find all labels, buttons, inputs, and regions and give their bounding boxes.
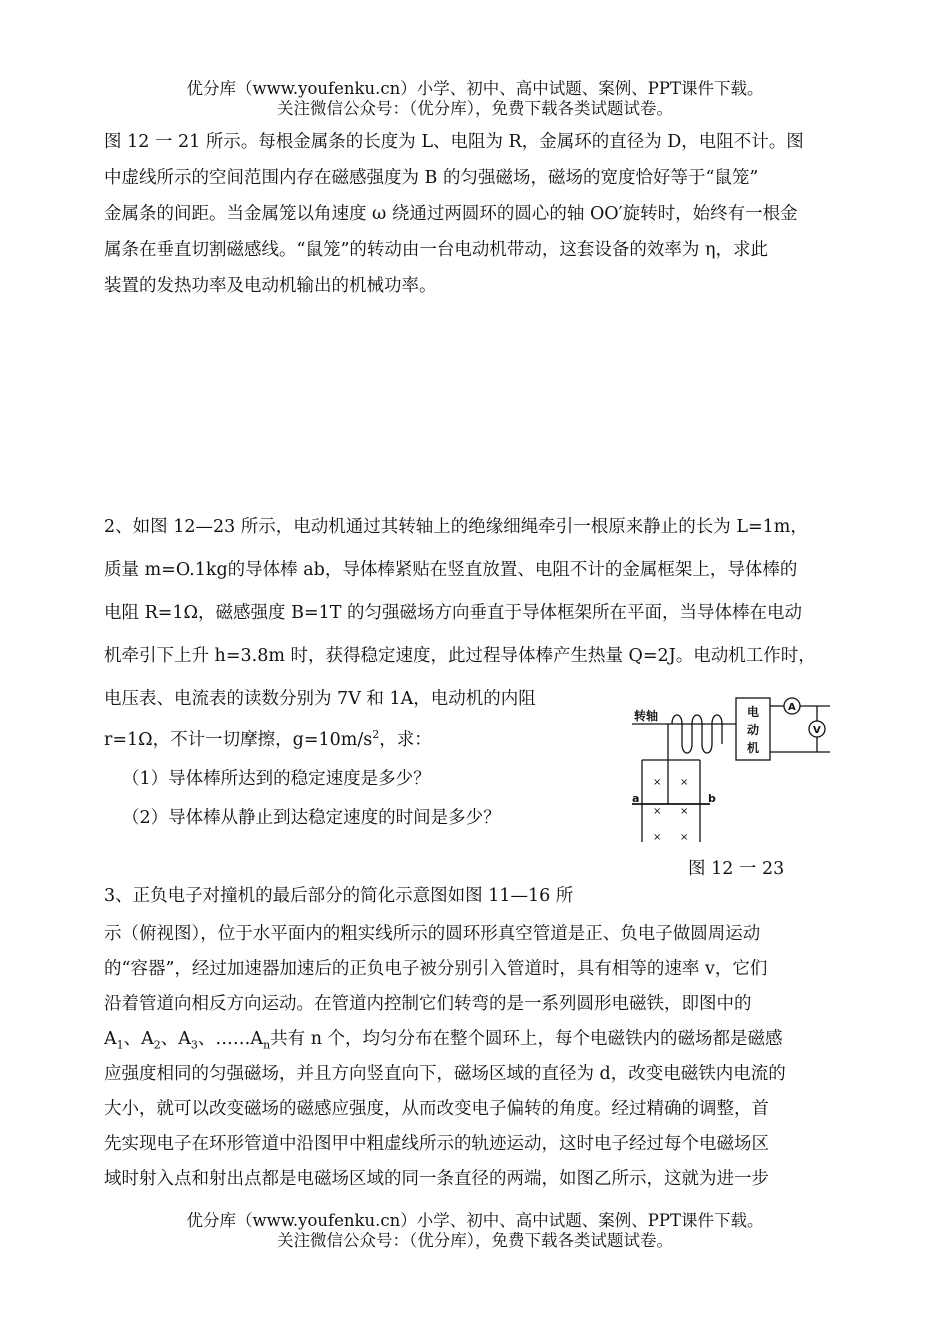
ammeter-label: A — [788, 702, 796, 713]
page-header — [0, 79, 950, 119]
sym-sub: n — [263, 1038, 271, 1052]
q3-symbol-line — [104, 1025, 783, 1052]
motor-label-char: 电 — [747, 705, 760, 719]
figure-12-23 — [632, 690, 842, 846]
field-mark: × — [653, 777, 662, 788]
page-footer — [0, 1211, 950, 1251]
q2-given-tail: ，求： — [379, 730, 432, 750]
q2-given-text: r=1Ω，不计一切摩擦，g=10m/s — [104, 730, 373, 750]
q2-given-sup: 2 — [372, 728, 380, 742]
sym-sub: 3 — [190, 1038, 198, 1052]
q3-line: 域时射入点和射出点都是电磁场区域的同一条直径的两端，如图乙所示，这就为进一步 — [104, 1169, 769, 1189]
sym: 、A — [123, 1029, 154, 1049]
q3-line: 大小，就可以改变磁场的磁感应强度，从而改变电子偏转的角度。经过精确的调整，首 — [104, 1099, 769, 1119]
header-line-1: 优分库（www.youfenku.cn）小学、初中、高中试题、案例、PPT课件下载。 — [186, 79, 764, 98]
field-mark: × — [680, 832, 689, 843]
q1-line: 金属条的间距。当金属笼以角速度 ω 绕通过两圆环的圆心的轴 OO′旋转时，始终有一根金 — [104, 204, 798, 224]
figure-caption: 图 12 一 23 — [688, 859, 785, 879]
sym-sub: 2 — [153, 1038, 161, 1052]
q3-line: 的“容器”，经过加速器加速后的正负电子被分别引入管道时，具有相等的速率 v，它们 — [104, 959, 768, 979]
label-b: b — [708, 792, 716, 805]
header-line-2: 关注微信公众号：（优分库），免费下载各类试题试卷。 — [277, 99, 673, 118]
q1-line: 装置的发热功率及电动机输出的机械功率。 — [104, 276, 437, 296]
q3-line: 先实现电子在环形管道中沿图甲中粗虚线所示的轨迹运动，这时电子经过每个电磁场区 — [104, 1134, 769, 1154]
q3-line: 沿着管道向相反方向运动。在管道内控制它们转弯的是一系列圆形电磁铁，即图中的 — [104, 994, 752, 1014]
q2-line: 质量 m=O.1kg的导体棒 ab，导体棒紧贴在竖直放置、电阻不计的金属框架上，导体棒的 — [104, 560, 798, 580]
label-a: a — [632, 792, 640, 805]
q2-line: 2、如图 12—23 所示，电动机通过其转轴上的绝缘细绳牵引一根原来静止的长为 L=1m， — [104, 517, 808, 537]
q3-line: 应强度相同的匀强磁场，并且方向竖直向下，磁场区域的直径为 d，改变电磁铁内电流的 — [104, 1064, 786, 1084]
field-mark: × — [653, 832, 662, 843]
sym: A — [104, 1029, 117, 1049]
q1-line: 图 12 一 21 所示。每根金属条的长度为 L、电阻为 R，金属环的直径为 D，电阻不计。图 — [104, 132, 804, 152]
motor-label-char: 动 — [747, 723, 760, 737]
q2-line: 电压表、电流表的读数分别为 7V 和 1A，电动机的内阻 — [104, 689, 536, 709]
footer-line-2: 关注微信公众号：（优分库），免费下载各类试题试卷。 — [277, 1231, 673, 1250]
q2-subquestion-2: （2）导体棒从静止到达稳定速度的时间是多少？ — [122, 808, 501, 828]
q1-line: 属条在垂直切割磁感线。“鼠笼”的转动由一台电动机带动，这套设备的效率为 η，求此 — [104, 240, 768, 260]
sym-rest: 共有 n 个，均匀分布在整个圆环上，每个电磁铁内的磁场都是磁感 — [270, 1029, 783, 1049]
q3-line: 示（俯视图），位于水平面内的粗实线所示的圆环形真空管道是正、负电子做圆周运动 — [104, 924, 761, 944]
sym: 、……A — [197, 1029, 264, 1049]
axle-label: 转轴 — [634, 709, 659, 723]
q1-line: 中虚线所示的空间范围内存在磁感强度为 B 的匀强磁场，磁场的宽度恰好等于“鼠笼” — [104, 168, 759, 188]
motor-label-char: 机 — [747, 741, 760, 755]
field-mark: × — [680, 777, 689, 788]
voltmeter-label: V — [813, 725, 821, 736]
coil-winding — [672, 715, 722, 753]
field-mark: × — [680, 806, 689, 817]
q2-given-line — [104, 726, 432, 751]
sym-sub: 1 — [116, 1038, 124, 1052]
field-mark: × — [653, 806, 662, 817]
q2-subquestion-1: （1）导体棒所达到的稳定速度是多少？ — [122, 769, 431, 789]
q2-line: 电阻 R=1Ω，磁感强度 B=1T 的匀强磁场方向垂直于导体框架所在平面，当导体棒在电动 — [104, 603, 802, 623]
q3-line: 3、正负电子对撞机的最后部分的简化示意图如图 11—16 所 — [104, 886, 574, 906]
footer-line-1: 优分库（www.youfenku.cn）小学、初中、高中试题、案例、PPT课件下载。 — [186, 1211, 764, 1230]
q2-line: 机牵引下上升 h=3.8m 时，获得稳定速度，此过程导体棒产生热量 Q=2J。电动机工作时， — [104, 646, 816, 666]
sym: 、A — [160, 1029, 191, 1049]
